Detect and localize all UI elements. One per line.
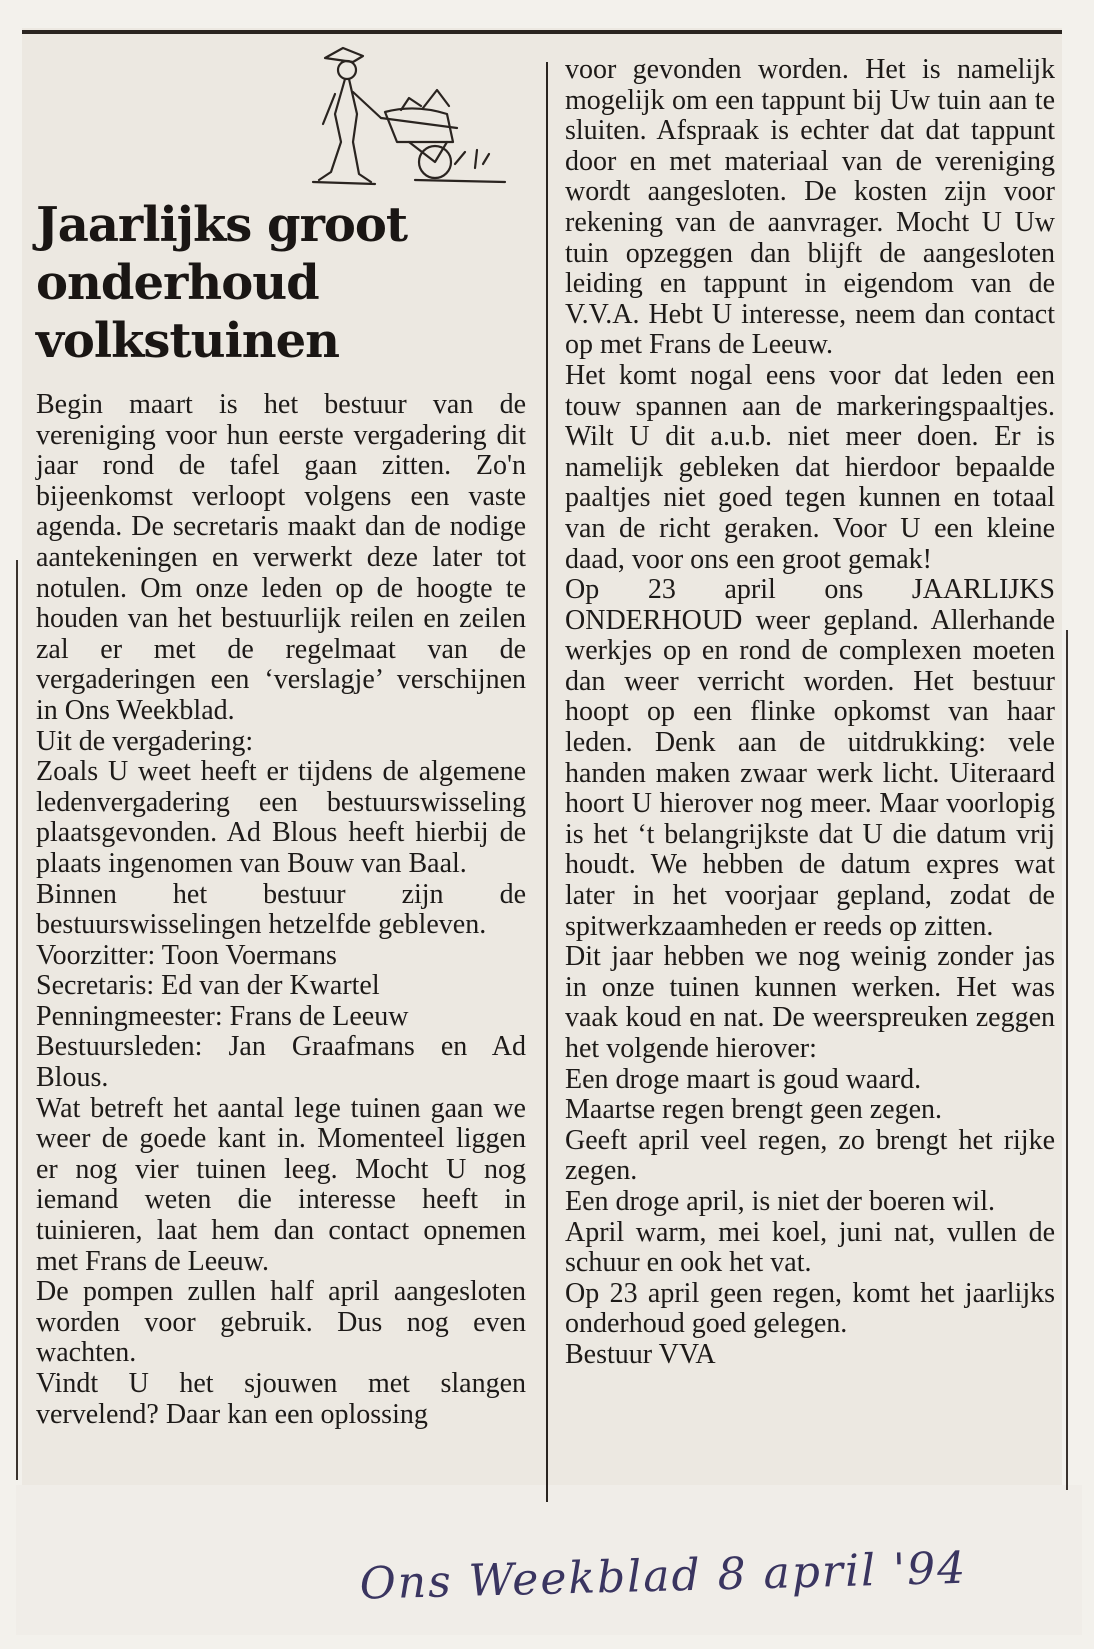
article-headline: Jaarlijks groot onderhoud volkstuinen [36,197,408,369]
paragraph: Begin maart is het bestuur van de vereniging voor hun eerste vergadering dit jaar rond de tafel gaan zitten. Zo'n bijeenkomst verloopt volgens een vaste agenda. De secretaris maakt dan de nodige aantekeningen en verwerkt deze later tot notulen. Om onze leden op de hoogte te houden van het bestuurlijk reilen en zeilen zal er met de regelmaat van de vergaderingen een ‘verslagje’ verschijnen in Ons Weekblad. [36,389,526,726]
article-signoff: Bestuur VVA [565,1338,716,1370]
handwritten-source-note: Ons Weekblad 8 april '94 [359,1542,968,1610]
clipping-edge-right [1066,630,1068,1490]
weather-saying: Een droge maart is goud waard. [565,1063,922,1095]
paragraph: Dit jaar hebben we nog weinig zonder jas in onze tuinen kunnen werken. Het was vaak koud en nat. De weerspreuken zeggen het volgende hierover: [565,941,1055,1064]
board-member-treasurer: Penningmeester: Frans de Leeuw [36,1000,409,1032]
paragraph: Uit de vergadering: [36,725,254,757]
board-members: Bestuursleden: Jan Graafmans en Ad Blous. [36,1031,526,1094]
right-column [565,55,1055,1371]
weather-saying: April warm, mei koel, juni nat, vullen de schuur en ook het vat. [565,1216,1055,1279]
weather-saying: Maartse regen brengt geen zegen. [565,1094,943,1126]
left-column [36,390,526,1430]
paragraph: Het komt nogal eens voor dat leden een touw spannen aan de markeringspaaltjes. Wilt U dit a.u.b. niet meer doen. Er is namelijk gebleken dat hierdoor bepaalde paaltjes niet goed tegen kunnen en totaal van de richt geraken. Voor U een kleine daad, voor ons een groot gemak! [565,359,1055,575]
column-divider [546,62,548,1502]
paragraph: Op 23 april ons JAARLIJKS ONDERHOUD weer gepland. Allerhande werkjes op en rond de complexen moeten dan weer verricht worden. Het bestuur hoopt op een flinke opkomst van haar leden. Denk aan de uitdrukking: vele handen maken zwaar werk licht. Uiteraard hoort U hierover nog meer. Maar voorlopig is het ‘t belangrijkste dat U die datum vrij houdt. We hebben de datum expres wat later in het voorjaar gepland, zodat de spitwerkzaamheden er reeds op zitten. [565,574,1055,942]
paragraph: Vindt U het sjouwen met slangen vervelend? Daar kan een oplossing [36,1368,526,1430]
weather-saying: Op 23 april geen regen, komt het jaarlijks onderhoud goed gelegen. [565,1277,1055,1340]
board-member-secretary: Secretaris: Ed van der Kwartel [36,970,380,1002]
board-member-chair: Voorzitter: Toon Voermans [36,939,337,971]
paragraph: Zoals U weet heeft er tijdens de algemene ledenvergadering een bestuurswisseling plaatsgevonden. Ad Blous heeft hierbij de plaats ingenomen van Bouw van Baal. [36,756,526,879]
weather-saying: Een droge april, is niet der boeren wil. [565,1185,995,1217]
paragraph: Wat betreft het aantal lege tuinen gaan we weer de goede kant in. Momenteel liggen er nog vier tuinen leeg. Mocht U nog iemand weten die interesse heeft in tuinieren, laat hem dan contact opnemen met Frans de Leeuw. [36,1092,526,1277]
paragraph: Binnen het bestuur zijn de bestuurswisselingen hetzelfde gebleven. [36,878,526,941]
weather-saying: Geeft april veel regen, zo brengt het rijke zegen. [565,1124,1055,1187]
paragraph: De pompen zullen half april aangesloten worden voor gebruik. Dus nog even wachten. [36,1276,526,1369]
top-rule [22,30,1062,34]
gardener-wheelbarrow-illustration [305,44,520,204]
paragraph: voor gevonden worden. Het is namelijk mogelijk om een tappunt bij Uw tuin aan te sluiten. Afspraak is echter dat dat tappunt door en met materiaal van de vereniging wordt aangesloten. De kosten zijn voor rekening van de aanvrager. Mocht U Uw tuin opzeggen dan blijft de aangesloten leiding en tappunt in eigendom van de V.V.A. Hebt U interesse, neem dan contact op met Frans de Leeuw. [565,54,1055,361]
clipping-edge-left [16,560,18,1480]
